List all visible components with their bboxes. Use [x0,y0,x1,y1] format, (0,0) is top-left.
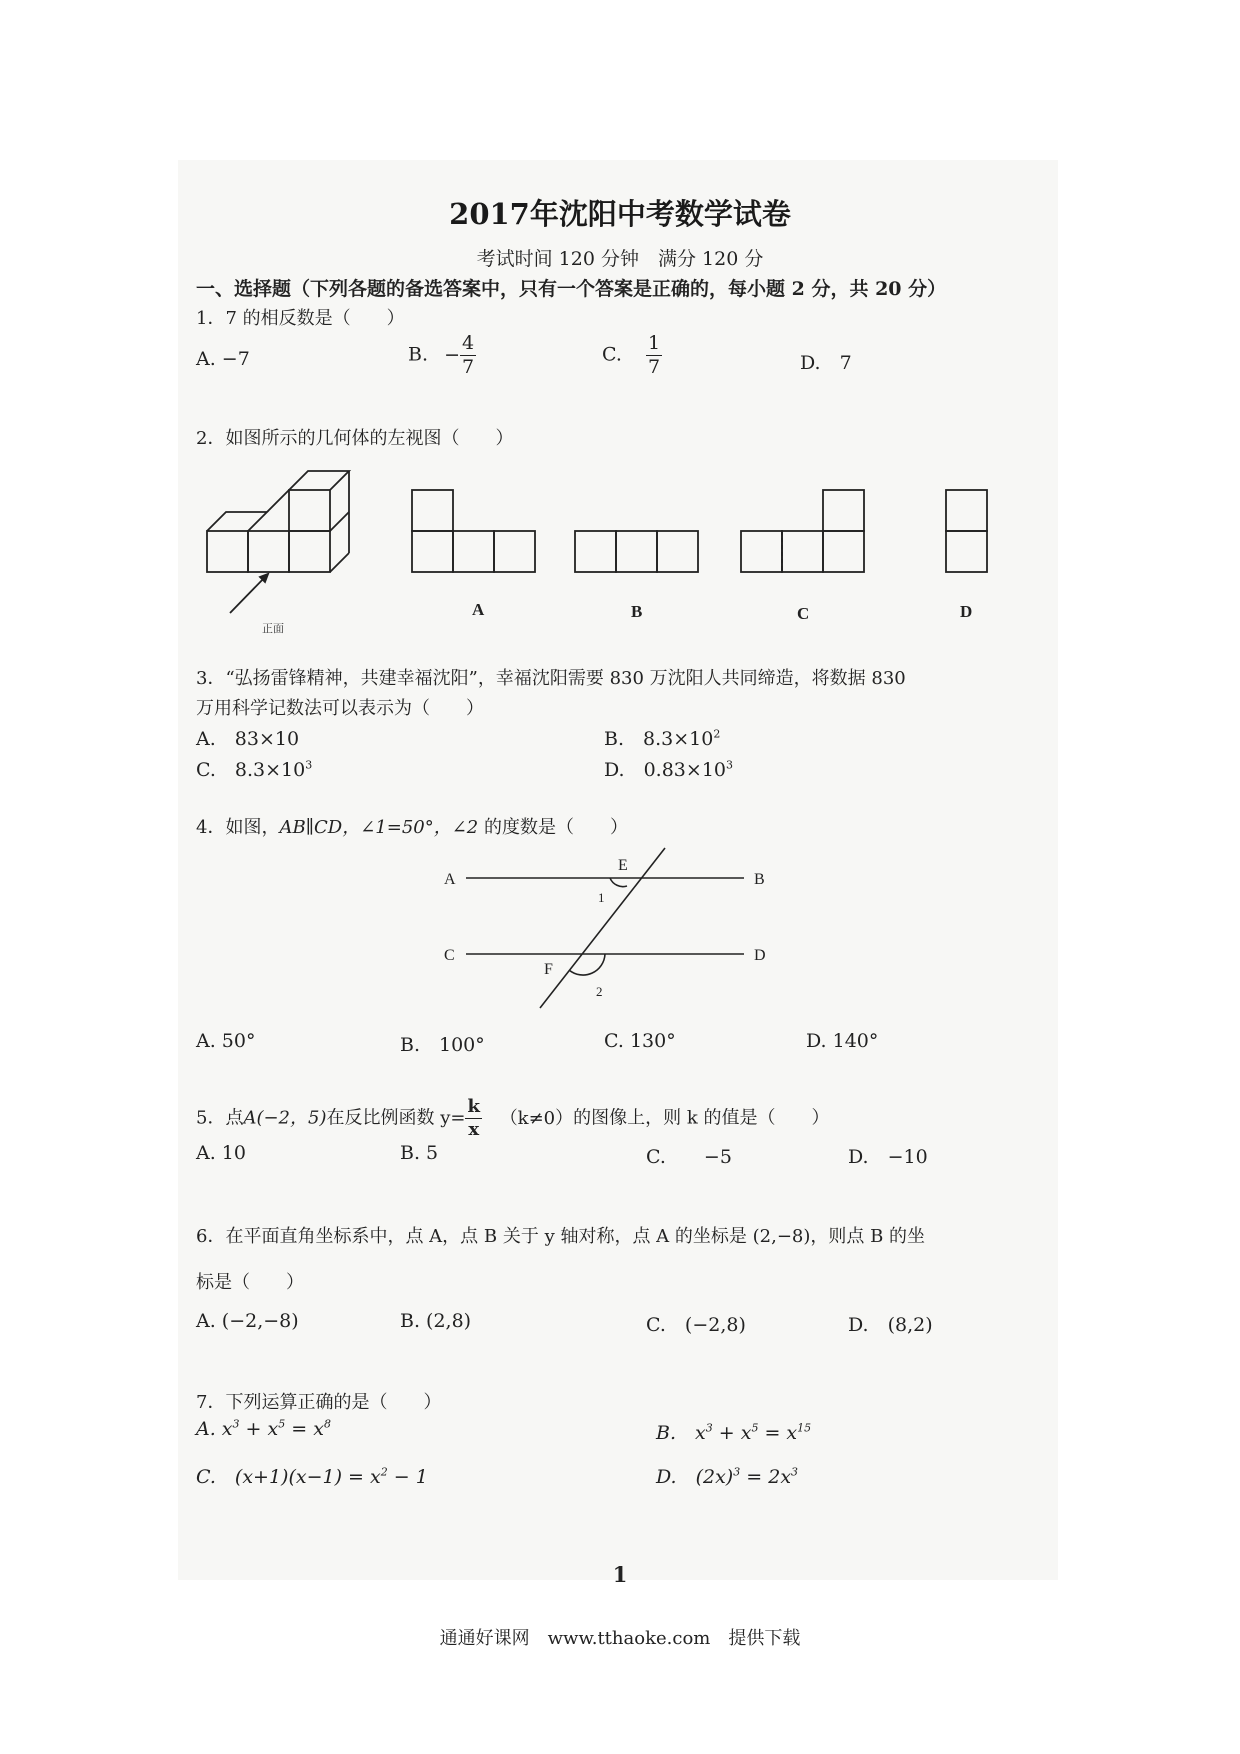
expr-part: + x [239,1418,279,1441]
exponent: 2 [713,727,721,741]
option-b-prefix: B. [408,343,429,366]
question-7-option-a [196,1418,331,1440]
question-6-option-d: D. (8,2) [848,1314,933,1336]
footer-credit: 通通好课网 www.tthaoke.com 提供下载 [439,1628,801,1649]
fraction-denominator: x [468,1119,480,1140]
question-4-stem [196,813,628,839]
option-b-sign: − [444,343,460,366]
question-5-option-a: A. 10 [196,1142,246,1164]
option-a-view [412,490,535,572]
question-4-option-a: A. 50° [196,1030,256,1052]
exponent: 3 [791,1465,799,1479]
figure-label-d: D [960,602,973,621]
question-1-option-d: D. 7 [800,352,852,374]
question-5-option-b: B. 5 [400,1142,439,1164]
exponent: 3 [305,758,313,772]
question-7-option-c [196,1462,428,1489]
stem-prefix: 5．点 [196,1107,244,1129]
point-a-label: A [444,871,456,888]
question-6-stem-line1: 6．在平面直角坐标系中，点 A，点 B 关于 y 轴对称，点 A 的坐标是 (2,−8)，则点 B 的坐 [196,1226,926,1247]
expr-part: + x [712,1422,752,1444]
question-3-option-a: A. 83×10 [196,728,300,750]
question-2-stem: 2．如图所示的几何体的左视图（ ） [196,428,514,449]
option-c-view [741,490,864,572]
option-d-view [946,490,987,572]
expr-part: − 1 [387,1466,428,1488]
fraction-numerator: k [467,1096,480,1117]
stem-suffix: 的图像上，则 k 的值是（ ） [573,1107,830,1129]
exponent: 3 [705,1421,713,1435]
option-c-prefix: C. [602,343,622,366]
point-b-label: B [754,871,765,888]
question-5-option-d: D. −10 [848,1146,928,1168]
front-label: 正面 [262,622,284,635]
exponent: 3 [726,758,733,772]
figure-label-b: B [631,602,643,621]
stem-math: AB∥CD，∠1=50°，∠2 [279,817,479,838]
question-4-option-c: C. 130° [604,1030,676,1052]
question-6-option-c: C. (−2,8) [646,1314,746,1336]
expr-part: D. (2x) [656,1466,734,1488]
point-a: A(−2，5) [243,1107,327,1129]
expr-part: B. x [656,1422,706,1444]
section-heading: 一、选择题（下列各题的备选答案中，只有一个答案是正确的，每小题 2 分，共 20 分） [196,278,947,300]
question-2-figures [190,455,1010,635]
question-1-stem: 1．7 的相反数是（ ） [196,308,405,329]
stem-suffix: 的度数是（ ） [484,817,628,838]
question-4-option-d: D. 140° [806,1030,879,1052]
exponent: 3 [733,1465,741,1479]
angle-1-arc [610,878,627,887]
stem-condition: （k≠0） [499,1107,574,1129]
question-7-option-b [656,1418,811,1445]
question-3-option-b [604,724,720,751]
exponent: 5 [751,1421,759,1435]
exponent: 2 [380,1465,388,1479]
question-5-option-c: C. −5 [646,1146,732,1168]
question-6-stem-line2: 标是（ ） [196,1272,304,1293]
question-6-option-a: A. (−2,−8) [196,1310,299,1332]
question-3-stem-line2: 万用科学记数法可以表示为（ ） [196,698,484,719]
option-b-view [575,531,698,572]
question-7-stem: 7．下列运算正确的是（ ） [196,1392,442,1413]
transversal-line [540,848,665,1008]
stem-prefix: 4．如图， [196,817,280,838]
question-3-option-c [196,755,312,782]
option-text: B. 8.3×10 [604,728,714,750]
question-3-option-d [604,755,733,782]
angle-2-label: 2 [596,984,603,999]
fraction-denominator: 7 [461,356,475,378]
question-1-option-c [602,334,662,377]
angle-1-label: 1 [598,890,605,905]
page-number: 1 [612,1562,628,1587]
fraction-denominator: 7 [647,356,661,378]
fraction-1-7 [646,334,662,377]
figure-label-c: C [797,604,810,623]
expr-part: = x [758,1422,798,1444]
point-e-label: E [618,857,628,874]
exponent: 5 [278,1418,286,1431]
question-3-stem-line1: 3．“弘扬雷锋精神，共建幸福沈阳”，幸福沈阳需要 830 万沈阳人共同缔造，将数据 830 [196,668,906,689]
question-5-stem [196,1098,830,1139]
fraction-numerator: 4 [461,332,475,354]
stem-middle: 在反比例函数 y= [326,1107,466,1129]
question-7-option-d [656,1462,798,1489]
expr-part: A. x [196,1418,233,1441]
expr-part: = 2x [740,1466,792,1488]
front-arrow-icon [230,574,268,613]
question-4-figure [430,840,790,1020]
expr-part: C. (x+1)(x−1) = x [196,1466,381,1488]
question-4-option-b: B. 100° [400,1034,485,1056]
fraction-numerator: 1 [647,332,661,354]
point-f-label: F [544,961,553,978]
exponent: 8 [323,1418,331,1431]
exponent: 15 [797,1421,812,1435]
fraction-4-7 [460,334,476,377]
question-6-option-b: B. (2,8) [400,1310,472,1332]
exam-info: 考试时间 120 分钟 满分 120 分 [476,248,764,270]
option-text: D. 0.83×10 [604,759,726,781]
question-1-option-b [408,334,476,377]
point-d-label: D [754,947,766,964]
expr-part: = x [285,1418,324,1441]
geometric-solid [207,471,349,572]
point-c-label: C [444,947,455,964]
figure-label-a: A [472,600,485,619]
question-1-option-a: A. −7 [196,348,250,370]
page-title: 2017年沈阳中考数学试卷 [449,197,791,231]
exponent: 3 [232,1418,240,1431]
fraction-k-over-x [465,1098,481,1139]
option-text: C. 8.3×10 [196,759,306,781]
